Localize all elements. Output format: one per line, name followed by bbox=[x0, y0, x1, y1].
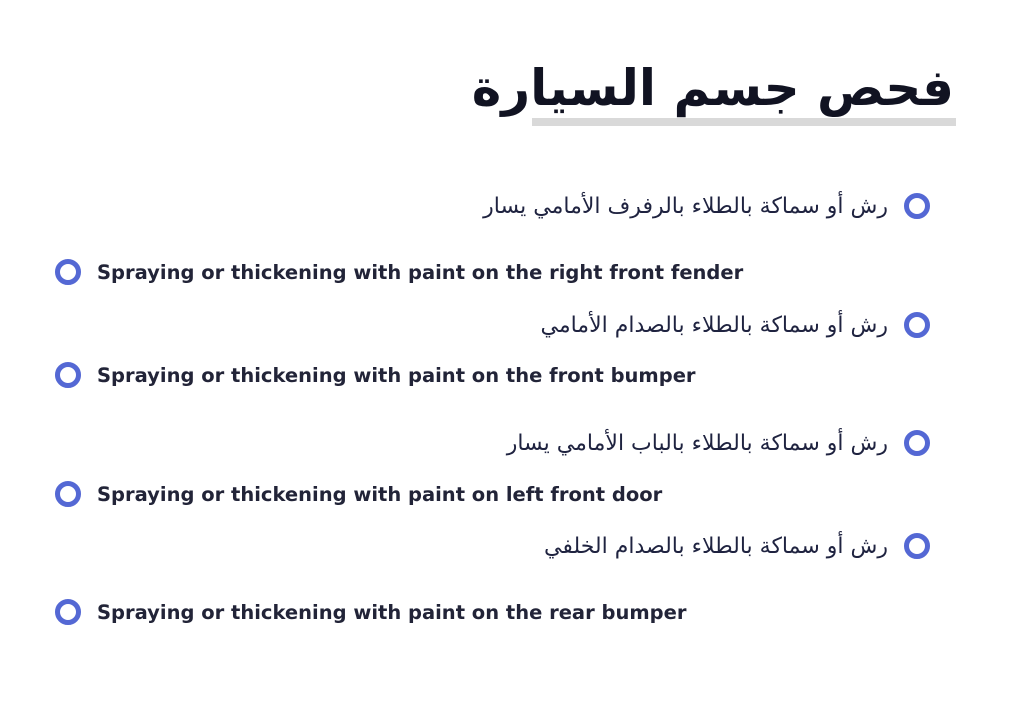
list-item-en-3 bbox=[55, 481, 662, 507]
list-item-ar-3 bbox=[507, 430, 930, 456]
list-item-en-1 bbox=[55, 259, 743, 285]
bullet-icon bbox=[904, 430, 930, 456]
list-item-ar-4 bbox=[544, 533, 930, 559]
list-item-ar-2 bbox=[540, 312, 930, 338]
item-text-en: Spraying or thickening with paint on left front door bbox=[97, 482, 663, 506]
title-underline bbox=[532, 118, 956, 126]
bullet-icon bbox=[904, 312, 930, 338]
item-text-en: Spraying or thickening with paint on the rear bumper bbox=[97, 600, 687, 624]
bullet-icon bbox=[55, 362, 81, 388]
list-item-en-2 bbox=[55, 362, 696, 388]
item-text-en: Spraying or thickening with paint on the front bumper bbox=[97, 363, 696, 387]
list-item-en-4 bbox=[55, 599, 686, 625]
item-text-en: Spraying or thickening with paint on the right front fender bbox=[97, 260, 744, 284]
item-text-ar: رش أو سماكة بالطلاء بالصدام الأمامي bbox=[540, 312, 888, 338]
item-text-ar: رش أو سماكة بالطلاء بالباب الأمامي يسار bbox=[506, 430, 888, 456]
page-title: فحص جسم السيارة bbox=[471, 59, 954, 117]
bullet-icon bbox=[904, 533, 930, 559]
list-item-ar-1 bbox=[483, 193, 930, 219]
bullet-icon bbox=[55, 481, 81, 507]
bullet-icon bbox=[904, 193, 930, 219]
item-text-ar: رش أو سماكة بالطلاء بالرفرف الأمامي يسار bbox=[483, 193, 888, 219]
bullet-icon bbox=[55, 259, 81, 285]
item-text-ar: رش أو سماكة بالطلاء بالصدام الخلفي bbox=[543, 533, 888, 559]
bullet-icon bbox=[55, 599, 81, 625]
